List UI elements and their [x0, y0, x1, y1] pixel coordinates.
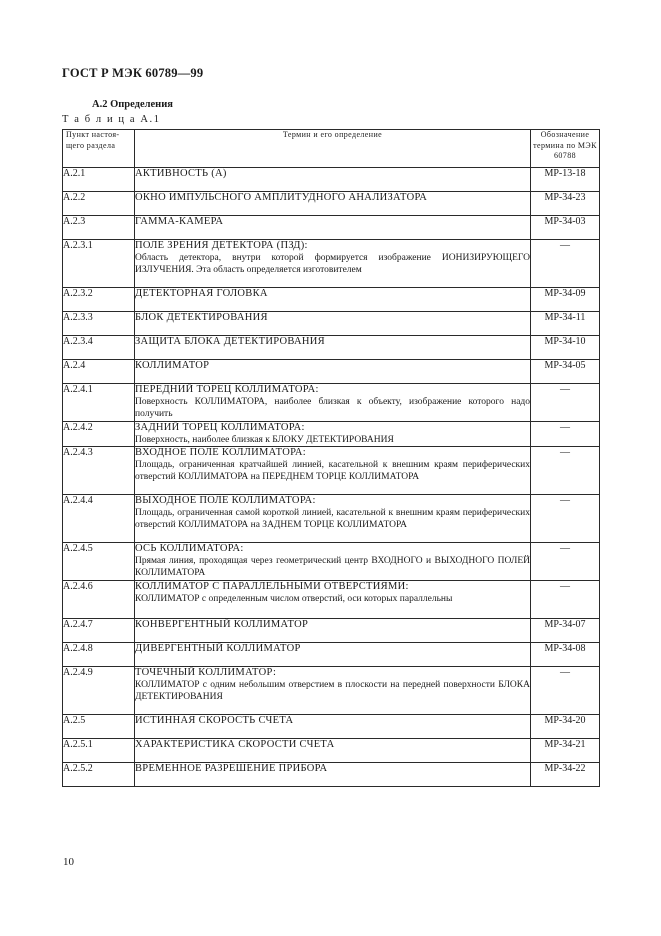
term-name: ОКНО ИМПУЛЬСНОГО АМПЛИТУДНОГО АНАЛИЗАТОРА	[135, 192, 428, 203]
table-row	[63, 581, 600, 619]
row-designation-code: МР-34-05	[531, 360, 600, 384]
row-designation-code: МР-34-08	[531, 643, 600, 667]
table-row	[63, 360, 600, 384]
row-clause-number: А.2.4.9	[63, 667, 135, 715]
term-name: ГАММА-КАМЕРА	[135, 216, 224, 227]
row-designation-code: МР-34-11	[531, 312, 600, 336]
term-name: КОЛЛИМАТОР	[135, 360, 210, 371]
row-term-cell	[135, 619, 531, 643]
term-name: ТОЧЕЧНЫЙ КОЛЛИМАТОР:	[135, 667, 277, 678]
term-definition: Площадь, ограниченная кратчайшей линией, касательной к внешним краям периферических отверстий КОЛЛИМАТОРА на ПЕРЕДНЕМ ТОРЦЕ КОЛЛИМАТОРА	[135, 459, 530, 482]
table-caption: Т а б л и ц а А.1	[62, 114, 161, 125]
row-term-cell	[135, 715, 531, 739]
term-definition: Поверхность КОЛЛИМАТОРА, наиболее близкая к объекту, изображение которого надо получить	[135, 396, 530, 419]
table-row	[63, 447, 600, 495]
table-row	[63, 192, 600, 216]
row-designation-code: —	[531, 667, 600, 715]
row-designation-code: МР-34-21	[531, 739, 600, 763]
table-row	[63, 643, 600, 667]
term-name: КОНВЕРГЕНТНЫЙ КОЛЛИМАТОР	[135, 619, 309, 630]
row-term-cell	[135, 543, 531, 581]
row-designation-code: МР-13-18	[531, 168, 600, 192]
table-row	[63, 619, 600, 643]
row-clause-number: А.2.3	[63, 216, 135, 240]
row-term-cell	[135, 422, 531, 447]
table-row	[63, 495, 600, 543]
row-designation-code: МР-34-09	[531, 288, 600, 312]
term-name: ВЫХОДНОЕ ПОЛЕ КОЛЛИМАТОРА:	[135, 495, 316, 506]
row-designation-code: —	[531, 447, 600, 495]
row-clause-number: А.2.4.2	[63, 422, 135, 447]
term-name: ДЕТЕКТОРНАЯ ГОЛОВКА	[135, 288, 268, 299]
table-row	[63, 168, 600, 192]
row-term-cell	[135, 192, 531, 216]
term-definition: КОЛЛИМАТОР с одним небольшим отверстием в плоскости на передней поверхности БЛОКА ДЕТЕКТИРОВАНИЯ	[135, 679, 530, 702]
row-term-cell	[135, 739, 531, 763]
row-designation-code: МР-34-20	[531, 715, 600, 739]
row-term-cell	[135, 312, 531, 336]
term-name: ВРЕМЕННОЕ РАЗРЕШЕНИЕ ПРИБОРА	[135, 763, 328, 774]
term-definition: Область детектора, внутри которой формируется изображение ИОНИЗИРУЮЩЕГО ИЗЛУЧЕНИЯ. Эта область определяется изготовителем	[135, 252, 530, 275]
term-definition: Прямая линия, проходящая через геометрический центр ВХОДНОГО и ВЫХОДНОГО ПОЛЕЙ КОЛЛИМАТОРА	[135, 555, 530, 578]
row-clause-number: А.2.4.5	[63, 543, 135, 581]
row-designation-code: —	[531, 581, 600, 619]
table-row	[63, 543, 600, 581]
row-term-cell	[135, 667, 531, 715]
row-designation-code: —	[531, 384, 600, 422]
term-name: ДИВЕРГЕНТНЫЙ КОЛЛИМАТОР	[135, 643, 301, 654]
term-name: ВХОДНОЕ ПОЛЕ КОЛЛИМАТОРА:	[135, 447, 306, 458]
row-clause-number: А.2.5	[63, 715, 135, 739]
page-number: 10	[63, 856, 74, 868]
row-clause-number: А.2.4.6	[63, 581, 135, 619]
row-designation-code: —	[531, 495, 600, 543]
table-row	[63, 336, 600, 360]
row-term-cell	[135, 447, 531, 495]
table-row	[63, 384, 600, 422]
row-term-cell	[135, 360, 531, 384]
row-clause-number: А.2.4.7	[63, 619, 135, 643]
row-clause-number: А.2.2	[63, 192, 135, 216]
table-row	[63, 240, 600, 288]
term-name: ПОЛЕ ЗРЕНИЯ ДЕТЕКТОРА (ПЗД):	[135, 240, 308, 251]
section-title: А.2 Определения	[92, 99, 173, 110]
row-clause-number: А.2.5.1	[63, 739, 135, 763]
term-name: ИСТИННАЯ СКОРОСТЬ СЧЕТА	[135, 715, 294, 726]
row-designation-code: МР-34-03	[531, 216, 600, 240]
row-term-cell	[135, 643, 531, 667]
row-term-cell	[135, 763, 531, 787]
row-clause-number: А.2.3.1	[63, 240, 135, 288]
row-term-cell	[135, 581, 531, 619]
column-header-designation: Обозначение термина по МЭК 60788	[531, 130, 600, 168]
table-row	[63, 715, 600, 739]
table-row	[63, 312, 600, 336]
table-row	[63, 216, 600, 240]
row-clause-number: А.2.1	[63, 168, 135, 192]
row-designation-code: —	[531, 543, 600, 581]
term-name: АКТИВНОСТЬ (А)	[135, 168, 227, 179]
table-row	[63, 739, 600, 763]
row-clause-number: А.2.4.8	[63, 643, 135, 667]
term-definition: Площадь, ограниченная самой короткой линией, касательной к внешним краям периферических отверстий КОЛЛИМАТОРА на ЗАДНЕМ ТОРЦЕ КОЛЛИМАТОРА	[135, 507, 530, 530]
row-clause-number: А.2.3.2	[63, 288, 135, 312]
row-term-cell	[135, 288, 531, 312]
table-row	[63, 667, 600, 715]
row-term-cell	[135, 168, 531, 192]
row-clause-number: А.2.4.3	[63, 447, 135, 495]
row-clause-number: А.2.3.3	[63, 312, 135, 336]
term-name: ЗАДНИЙ ТОРЕЦ КОЛЛИМАТОРА:	[135, 422, 305, 433]
row-designation-code: МР-34-07	[531, 619, 600, 643]
term-name: БЛОК ДЕТЕКТИРОВАНИЯ	[135, 312, 268, 323]
term-name: ЗАЩИТА БЛОКА ДЕТЕКТИРОВАНИЯ	[135, 336, 325, 347]
term-name: ПЕРЕДНИЙ ТОРЕЦ КОЛЛИМАТОРА:	[135, 384, 319, 395]
row-clause-number: А.2.4.4	[63, 495, 135, 543]
row-term-cell	[135, 336, 531, 360]
row-term-cell	[135, 216, 531, 240]
row-clause-number: А.2.3.4	[63, 336, 135, 360]
row-term-cell	[135, 240, 531, 288]
column-header-term: Термин и его определение	[135, 130, 531, 168]
row-designation-code: —	[531, 422, 600, 447]
table-header-row	[63, 130, 600, 168]
term-definition: Поверхность, наиболее близкая к БЛОКУ ДЕТЕКТИРОВАНИЯ	[135, 434, 394, 445]
table-row	[63, 763, 600, 787]
table-row	[63, 288, 600, 312]
row-designation-code: МР-34-10	[531, 336, 600, 360]
row-designation-code: МР-34-22	[531, 763, 600, 787]
document-title: ГОСТ Р МЭК 60789—99	[62, 66, 204, 80]
row-clause-number: А.2.4	[63, 360, 135, 384]
row-term-cell	[135, 495, 531, 543]
term-name: ХАРАКТЕРИСТИКА СКОРОСТИ СЧЕТА	[135, 739, 335, 750]
definitions-table	[62, 129, 600, 787]
row-clause-number: А.2.5.2	[63, 763, 135, 787]
row-designation-code: МР-34-23	[531, 192, 600, 216]
row-clause-number: А.2.4.1	[63, 384, 135, 422]
table-body	[63, 168, 600, 787]
term-name: ОСЬ КОЛЛИМАТОРА:	[135, 543, 244, 554]
row-designation-code: —	[531, 240, 600, 288]
row-term-cell	[135, 384, 531, 422]
term-name: КОЛЛИМАТОР С ПАРАЛЛЕЛЬНЫМИ ОТВЕРСТИЯМИ:	[135, 581, 409, 592]
table-row	[63, 422, 600, 447]
term-definition: КОЛЛИМАТОР с определенным числом отверстий, оси которых параллельны	[135, 593, 453, 604]
column-header-clause: Пункт настоя-щего раздела	[63, 130, 135, 168]
